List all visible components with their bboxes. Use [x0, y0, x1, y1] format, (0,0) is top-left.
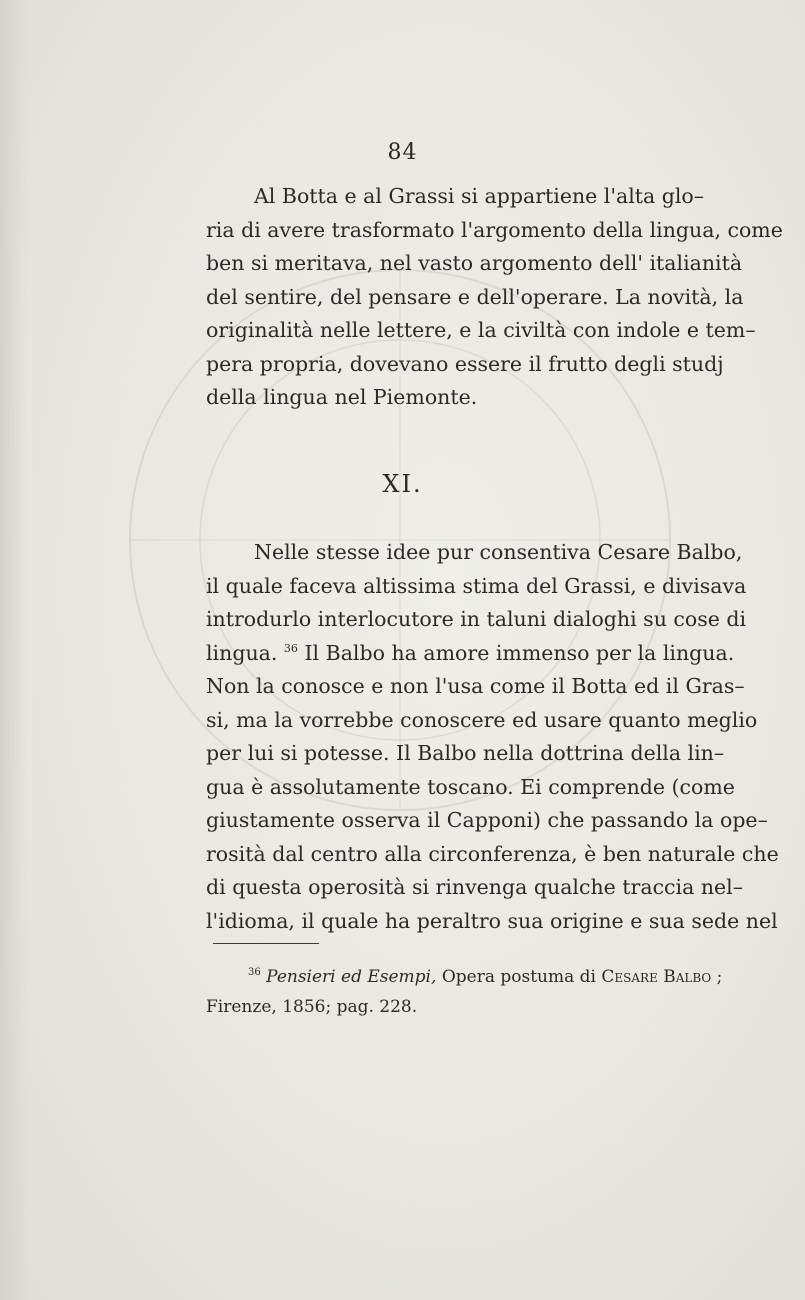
text-line: l'idioma, il quale ha peraltro sua origine e sua sede nel	[206, 908, 778, 933]
gutter-shadow	[0, 0, 28, 1300]
text-line: ben si meritava, nel vasto argomento dell' italianità	[206, 251, 743, 275]
text-line: pera propria, dovevano essere il frutto degli studj	[206, 351, 724, 376]
footnote-line: Firenze, 1856; pag. 228.	[206, 997, 418, 1017]
footnote-divider	[213, 943, 319, 944]
text-line: si, ma la vorrebbe conoscere ed usare quanto meglio	[206, 707, 758, 732]
text-fragment: lingua.	[206, 640, 278, 665]
footnote-text: Opera postuma di	[441, 967, 596, 987]
text-line: della lingua nel Piemonte.	[206, 385, 478, 409]
text-line: ria di avere trasformato l'argomento della lingua, come	[206, 217, 783, 242]
text-line: introdurlo interlocutore in taluni dialoghi su cose di	[206, 607, 747, 631]
footnote	[206, 962, 723, 1022]
footnote-title: Pensieri ed Esempi,	[266, 967, 437, 987]
text-line: per lui si potesse. Il Balbo nella dottrina della lin–	[206, 741, 725, 765]
text-line: originalità nelle lettere, e la civiltà con indole e tem–	[206, 318, 756, 342]
page-number: 84	[387, 140, 418, 165]
text-line: Al Botta e al Grassi si appartiene l'alta glo–	[254, 184, 705, 208]
text-line: di questa operosità si rinvenga qualche traccia nel–	[206, 875, 743, 899]
footnote-number: 36	[248, 967, 261, 978]
text-line: gua è assolutamente toscano. Ei comprende (come	[206, 774, 735, 799]
footnote-author: Cesare Balbo	[601, 967, 712, 987]
text-line: giustamente osserva il Capponi) che passando la ope–	[206, 808, 768, 832]
text-line: il quale faceva altissima stima del Grassi, e divisava	[206, 573, 747, 598]
text-line: Non la conosce e non l'usa come il Botta ed il Gras–	[206, 674, 745, 698]
text-line: rosità dal centro alla circonferenza, è ben naturale che	[206, 841, 779, 866]
text-line: del sentire, del pensare e dell'operare. La novità, la	[206, 284, 744, 309]
text-fragment: Il Balbo ha amore immenso per la lingua.	[304, 640, 735, 665]
text-line	[206, 637, 735, 671]
text-line: Nelle stesse idee pur consentiva Cesare Balbo,	[254, 540, 743, 564]
paragraph-2	[206, 536, 779, 938]
paragraph-1	[206, 180, 783, 415]
footnote-reference[interactable]: 36	[283, 641, 298, 655]
footnote-text: ;	[716, 967, 723, 987]
section-heading: XI.	[382, 470, 423, 498]
footnote-line	[206, 962, 723, 992]
